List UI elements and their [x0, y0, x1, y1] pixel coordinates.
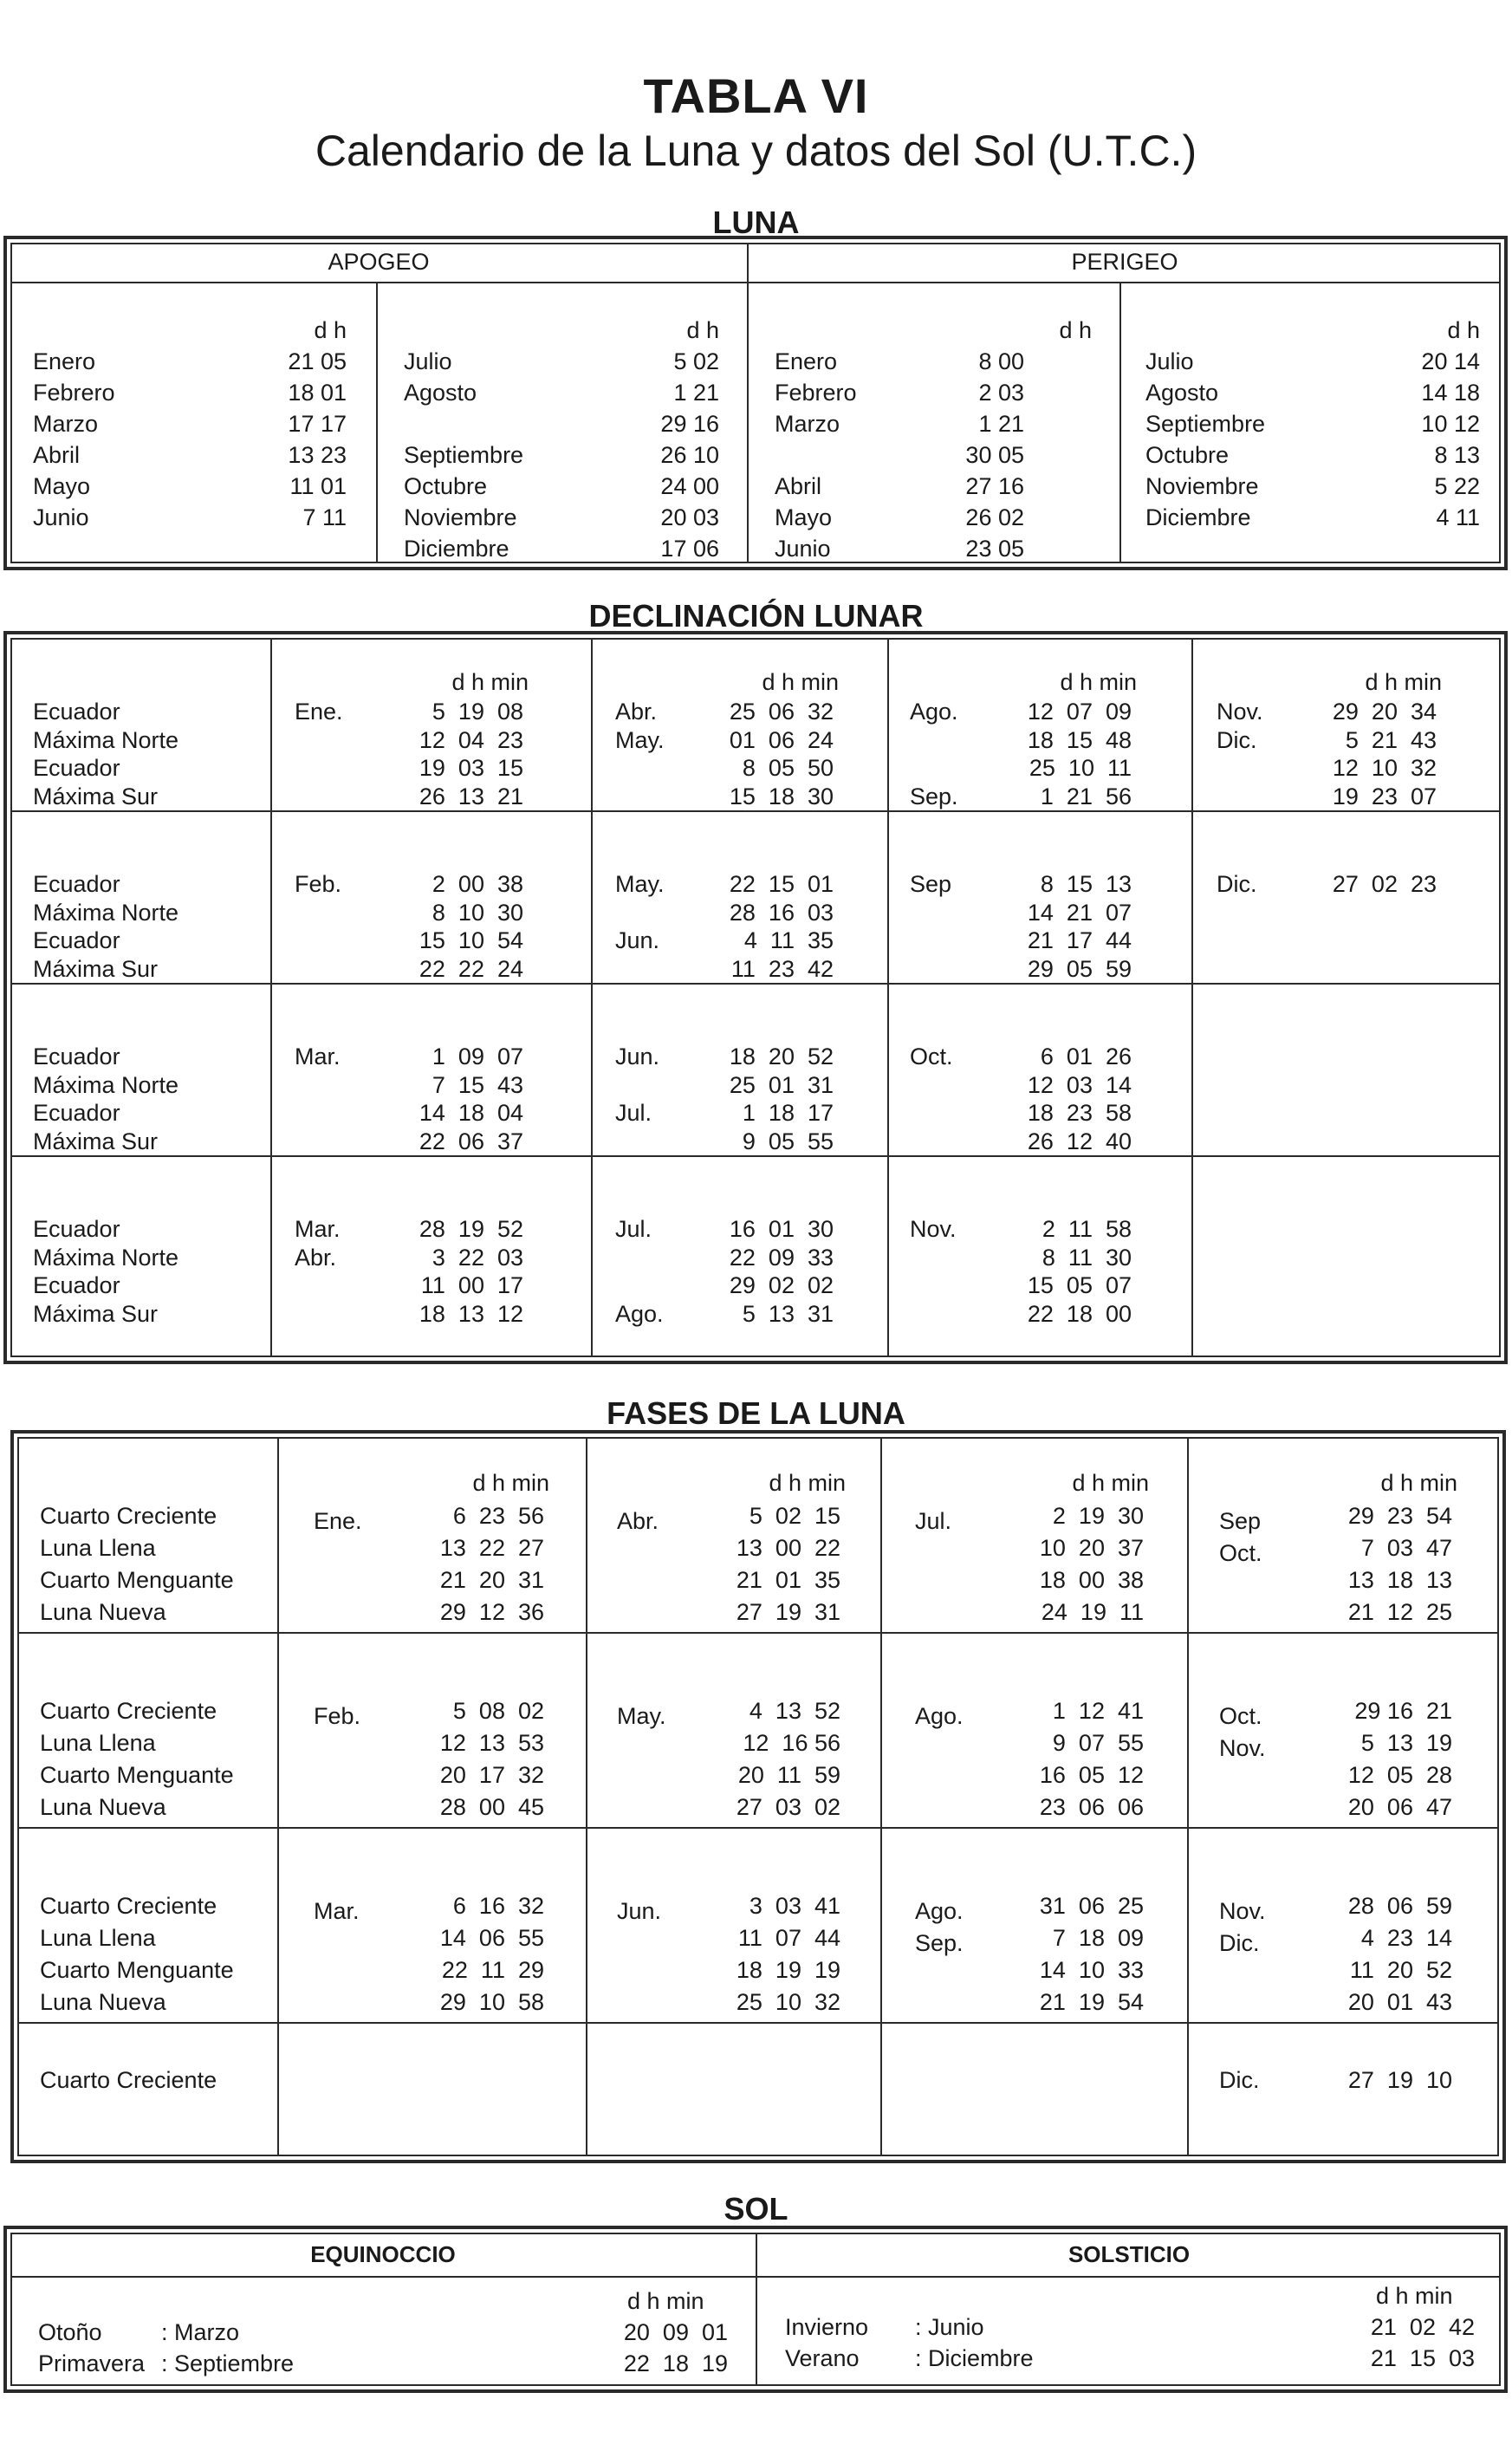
equinoccio-colhead: d h min: [627, 2288, 704, 2314]
grid-hline: [17, 1827, 1499, 1829]
solsticio-header: SOLSTICIO: [1067, 2241, 1191, 2267]
grid-hline: [10, 983, 1501, 985]
declinacion-value: 14 21 07: [1027, 899, 1132, 926]
declinacion-value: 4 11 35: [743, 927, 834, 953]
luna-colhead: d h: [1059, 317, 1092, 343]
grid-hline: [17, 1632, 1499, 1634]
fases-month: Dic.: [1219, 1930, 1260, 1956]
fases-month: Nov.: [1219, 1735, 1266, 1761]
declinacion-month: Jul.: [615, 1100, 652, 1126]
luna-value: 10 12: [1421, 411, 1480, 437]
luna-value: 18 01: [288, 380, 347, 406]
fases-row-label: Cuarto Creciente: [40, 1893, 217, 1919]
fases-row-label: Cuarto Menguante: [40, 1762, 234, 1788]
declinacion-value: 18 13 12: [419, 1300, 523, 1327]
fases-row-label: Cuarto Menguante: [40, 1567, 234, 1593]
declinacion-value: 21 17 44: [1027, 927, 1132, 953]
declinacion-value: 8 05 50: [742, 755, 834, 781]
declinacion-value: 25 06 32: [729, 699, 834, 725]
solsticio-name: Verano: [785, 2345, 860, 2371]
fases-value: 16 05 12: [1039, 1762, 1144, 1788]
fases-section-title: FASES DE LA LUNA: [607, 1395, 905, 1431]
fases-value: 11 07 44: [737, 1925, 840, 1951]
luna-month: Octubre: [1145, 442, 1230, 468]
luna-month: Mayo: [33, 473, 91, 499]
declinacion-value: 25 01 31: [729, 1071, 834, 1098]
fases-value: 12 05 28: [1347, 1762, 1452, 1788]
luna-month: Abril: [33, 442, 81, 468]
declinacion-value: 12 10 32: [1332, 755, 1437, 781]
luna-value: 1 21: [978, 411, 1024, 437]
declinacion-colhead: d h min: [451, 669, 529, 695]
grid-vline: [270, 638, 272, 1357]
declinacion-row-label: Máxima Sur: [33, 1300, 159, 1327]
fases-month: Ago.: [915, 1703, 964, 1729]
luna-month: Julio: [404, 348, 452, 374]
declinacion-value: 9 05 55: [742, 1128, 834, 1154]
luna-month: Diciembre: [404, 536, 509, 562]
fases-colhead: d h min: [1380, 1470, 1457, 1496]
declinacion-row-label: Ecuador: [33, 1216, 120, 1242]
declinacion-value: 26 13 21: [419, 783, 523, 809]
fases-value: 22 11 29: [441, 1957, 544, 1983]
fases-row-label: Luna Nueva: [40, 1794, 166, 1820]
fases-row-label: Luna Nueva: [40, 1989, 166, 2015]
fases-value: 31 06 25: [1039, 1893, 1144, 1919]
fases-value: 13 00 22: [736, 1535, 840, 1561]
equinoccio-header: EQUINOCCIO: [310, 2241, 456, 2267]
page-subtitle: Calendario de la Luna y datos del Sol (U.T.C.): [315, 127, 1197, 175]
fases-value: 20 01 43: [1347, 1989, 1452, 2015]
luna-month: Julio: [1145, 348, 1194, 374]
declinacion-month: Dic.: [1217, 871, 1257, 897]
fases-month: Sep.: [915, 1930, 964, 1956]
declinacion-value: 22 18 00: [1027, 1300, 1132, 1327]
declinacion-value: 18 15 48: [1027, 726, 1132, 753]
fases-value: 10 20 37: [1039, 1535, 1144, 1561]
declinacion-colhead: d h min: [1060, 669, 1137, 695]
declinacion-value: 5 13 31: [742, 1300, 834, 1327]
equinoccio-month: : Marzo: [161, 2319, 240, 2345]
fases-month: Nov.: [1219, 1898, 1266, 1924]
luna-month: Agosto: [404, 380, 477, 406]
declinacion-row-label: Máxima Norte: [33, 1244, 179, 1271]
luna-value: 4 11: [1436, 504, 1480, 530]
declinacion-row-label: Ecuador: [33, 699, 120, 725]
luna-table-inner: [10, 243, 1501, 563]
declinacion-month: Ene.: [295, 699, 343, 725]
declinacion-row-label: Máxima Norte: [33, 1071, 179, 1098]
luna-value: 26 02: [965, 504, 1024, 530]
declinacion-value: 15 05 07: [1027, 1272, 1132, 1298]
fases-value: 29 16 21: [1354, 1698, 1452, 1724]
declinacion-value: 8 15 13: [1040, 871, 1132, 897]
fases-value: 1 12 41: [1052, 1698, 1144, 1724]
fases-month: Ago.: [915, 1898, 964, 1924]
declinacion-value: 1 21 56: [1040, 783, 1132, 809]
solsticio-month: : Diciembre: [915, 2345, 1034, 2371]
luna-value: 14 18: [1421, 380, 1480, 406]
fases-month: Oct.: [1219, 1703, 1262, 1729]
luna-value: 23 05: [965, 536, 1024, 562]
declinacion-value: 18 20 52: [729, 1043, 834, 1069]
luna-value: 8 00: [978, 348, 1024, 374]
solsticio-month: : Junio: [915, 2314, 984, 2340]
declinacion-value: 14 18 04: [419, 1100, 523, 1126]
page-title: TABLA VI: [643, 68, 869, 123]
declinacion-row-label: Ecuador: [33, 1043, 120, 1069]
declinacion-value: 5 19 08: [432, 699, 523, 725]
declinacion-month: Sep.: [910, 783, 958, 809]
declinacion-row-label: Máxima Norte: [33, 726, 179, 753]
luna-value: 20 14: [1421, 348, 1480, 374]
declinacion-month: Abr.: [295, 1244, 337, 1271]
declinacion-month: Abr.: [615, 699, 658, 725]
luna-value: 2 03: [978, 380, 1024, 406]
luna-value: 5 02: [673, 348, 719, 374]
luna-value: 7 11: [302, 504, 347, 530]
declinacion-colhead: d h min: [1365, 669, 1442, 695]
declinacion-value: 12 07 09: [1027, 699, 1132, 725]
luna-month: Septiembre: [1145, 411, 1266, 437]
fases-value: 21 12 25: [1347, 1599, 1452, 1625]
declinacion-value: 25 10 11: [1029, 755, 1132, 781]
grid-vline: [591, 638, 593, 1357]
declinacion-value: 19 03 15: [419, 755, 523, 781]
luna-month: Marzo: [33, 411, 99, 437]
luna-month: Noviembre: [1145, 473, 1259, 499]
declinacion-value: 15 10 54: [419, 927, 523, 953]
declinacion-month: Feb.: [295, 871, 342, 897]
luna-month: Agosto: [1145, 380, 1219, 406]
declinacion-value: 01 06 24: [729, 726, 834, 753]
luna-month: Enero: [33, 348, 96, 374]
declinacion-month: Mar.: [295, 1043, 341, 1069]
luna-month: Diciembre: [1145, 504, 1251, 530]
declinacion-value: 18 23 58: [1027, 1100, 1132, 1126]
declinacion-value: 28 19 52: [419, 1216, 523, 1242]
fases-value: 2 19 30: [1052, 1503, 1144, 1529]
luna-value: 29 16: [660, 411, 719, 437]
declinacion-value: 15 18 30: [729, 783, 834, 809]
declinacion-value: 5 21 43: [1345, 726, 1437, 753]
declinacion-value: 22 15 01: [729, 871, 834, 897]
fases-value: 11 20 52: [1349, 1957, 1452, 1983]
grid-vline: [887, 638, 889, 1357]
declinacion-month: Jun.: [615, 1043, 660, 1069]
apogeo-header: APOGEO: [328, 249, 430, 275]
declinacion-value: 1 18 17: [742, 1100, 834, 1126]
luna-month: Junio: [33, 504, 89, 530]
luna-month: Marzo: [775, 411, 840, 437]
grid-hline: [10, 1155, 1501, 1157]
fases-value: 12 16 56: [743, 1730, 840, 1756]
fases-value: 5 08 02: [452, 1698, 544, 1724]
solsticio-value: 21 02 42: [1370, 2314, 1475, 2340]
declinacion-value: 3 22 03: [432, 1244, 523, 1271]
fases-colhead: d h min: [1072, 1470, 1149, 1496]
grid-vline: [586, 1437, 587, 2156]
declinacion-row-label: Máxima Sur: [33, 955, 159, 982]
solsticio-value: 21 15 03: [1370, 2345, 1475, 2371]
declinacion-row-label: Máxima Norte: [33, 899, 179, 926]
declinacion-value: 29 02 02: [729, 1272, 834, 1298]
fases-row-label: Cuarto Creciente: [40, 1503, 217, 1529]
fases-month: May.: [617, 1703, 666, 1729]
fases-value: 7 18 09: [1052, 1925, 1144, 1951]
luna-colhead: d h: [314, 317, 347, 343]
luna-month: Noviembre: [404, 504, 517, 530]
luna-colhead: d h: [1447, 317, 1480, 343]
declinacion-month: Oct.: [910, 1043, 953, 1069]
fases-value: 14 10 33: [1039, 1957, 1144, 1983]
declinacion-value: 12 03 14: [1027, 1071, 1132, 1098]
fases-value: 24 19 11: [1041, 1599, 1144, 1625]
fases-month: Feb.: [314, 1703, 361, 1729]
declinacion-month: Sep: [910, 871, 952, 897]
luna-value: 30 05: [965, 442, 1024, 468]
luna-value: 24 00: [660, 473, 719, 499]
luna-value: 26 10: [660, 442, 719, 468]
declinacion-value: 26 12 40: [1027, 1128, 1132, 1154]
fases-value: 6 16 32: [452, 1893, 544, 1919]
fases-last-label: Cuarto Creciente: [40, 2067, 217, 2093]
declinacion-month: May.: [615, 871, 665, 897]
luna-month: Junio: [775, 536, 831, 562]
declinacion-value: 22 22 24: [419, 955, 523, 982]
declinacion-value: 2 00 38: [432, 871, 523, 897]
fases-value: 13 22 27: [439, 1535, 544, 1561]
fases-value: 4 23 14: [1360, 1925, 1452, 1951]
fases-value: 12 13 53: [439, 1730, 544, 1756]
luna-month: Febrero: [775, 380, 857, 406]
fases-colhead: d h min: [769, 1470, 846, 1496]
luna-value: 27 16: [965, 473, 1024, 499]
solsticio-colhead: d h min: [1376, 2283, 1453, 2309]
fases-colhead: d h min: [472, 1470, 549, 1496]
sol-section-title: SOL: [724, 2191, 788, 2227]
declinacion-value: 22 09 33: [729, 1244, 834, 1271]
fases-row-label: Luna Llena: [40, 1730, 156, 1756]
grid-vline: [1191, 638, 1193, 1357]
declinacion-value: 12 04 23: [419, 726, 523, 753]
equinoccio-name: Otoño: [38, 2319, 102, 2345]
declinacion-month: Ago.: [910, 699, 958, 725]
fases-value: 20 11 59: [737, 1762, 840, 1788]
declinacion-row-label: Ecuador: [33, 871, 120, 897]
luna-month: Febrero: [33, 380, 115, 406]
fases-value: 25 10 32: [736, 1989, 840, 2015]
fases-value: 4 13 52: [749, 1698, 840, 1724]
declinacion-section-title: DECLINACIÓN LUNAR: [588, 598, 924, 634]
declinacion-month: Jul.: [615, 1216, 652, 1242]
fases-month: Ene.: [314, 1508, 362, 1534]
declinacion-value: 29 20 34: [1332, 699, 1437, 725]
declinacion-value: 22 06 37: [419, 1128, 523, 1154]
equinoccio-month: : Septiembre: [161, 2350, 295, 2376]
luna-value: 17 06: [660, 536, 719, 562]
declinacion-value: 8 11 30: [1042, 1244, 1132, 1271]
declinacion-month: Dic.: [1217, 726, 1257, 753]
grid-vline: [880, 1437, 882, 2156]
grid-vline: [1187, 1437, 1189, 2156]
luna-month: Enero: [775, 348, 838, 374]
declinacion-value: 6 01 26: [1040, 1043, 1132, 1069]
fases-month: Mar.: [314, 1898, 360, 1924]
grid-hline: [17, 2022, 1499, 2024]
fases-value: 21 20 31: [439, 1567, 544, 1593]
fases-month: Jul.: [915, 1508, 952, 1534]
declinacion-month: Jun.: [615, 927, 660, 953]
declinacion-value: 1 09 07: [432, 1043, 523, 1069]
luna-value: 11 01: [289, 473, 347, 499]
fases-last-month: Dic.: [1219, 2067, 1260, 2093]
fases-value: 5 13 19: [1360, 1730, 1452, 1756]
luna-colhead: d h: [686, 317, 719, 343]
declinacion-value: 16 01 30: [729, 1216, 834, 1242]
fases-value: 6 23 56: [452, 1503, 544, 1529]
luna-value: 13 23: [288, 442, 347, 468]
fases-value: 9 07 55: [1052, 1730, 1144, 1756]
declinacion-value: 8 10 30: [432, 899, 523, 926]
fases-value: 21 19 54: [1039, 1989, 1144, 2015]
fases-value: 28 06 59: [1347, 1893, 1452, 1919]
fases-value: 27 03 02: [736, 1794, 840, 1820]
luna-value: 21 05: [288, 348, 347, 374]
declinacion-row-label: Máxima Sur: [33, 1128, 159, 1154]
luna-value: 17 17: [288, 411, 347, 437]
equinoccio-value: 22 18 19: [623, 2350, 728, 2376]
solsticio-name: Invierno: [785, 2314, 869, 2340]
declinacion-value: 11 00 17: [420, 1272, 523, 1298]
declinacion-month: May.: [615, 726, 665, 753]
fases-value: 28 00 45: [439, 1794, 544, 1820]
fases-row-label: Luna Llena: [40, 1925, 156, 1951]
fases-row-label: Cuarto Creciente: [40, 1698, 217, 1724]
fases-value: 13 18 13: [1347, 1567, 1452, 1593]
equinoccio-name: Primavera: [38, 2350, 146, 2376]
fases-value: 5 02 15: [749, 1503, 840, 1529]
luna-value: 1 21: [673, 380, 719, 406]
luna-value: 8 13: [1434, 442, 1480, 468]
declinacion-row-label: Ecuador: [33, 927, 120, 953]
luna-month: Abril: [775, 473, 822, 499]
perigeo-header: PERIGEO: [1071, 249, 1178, 275]
declinacion-month: Nov.: [910, 1216, 957, 1242]
declinacion-value: 11 23 42: [730, 955, 834, 982]
luna-value: 5 22: [1434, 473, 1480, 499]
declinacion-row-label: Ecuador: [33, 755, 120, 781]
fases-value: 3 03 41: [749, 1893, 840, 1919]
declinacion-colhead: d h min: [762, 669, 839, 695]
fases-value: 29 12 36: [439, 1599, 544, 1625]
declinacion-value: 19 23 07: [1332, 783, 1437, 809]
fases-value: 20 17 32: [439, 1762, 544, 1788]
fases-row-label: Luna Llena: [40, 1535, 156, 1561]
luna-month: Octubre: [404, 473, 488, 499]
fases-value: 14 06 55: [439, 1925, 544, 1951]
declinacion-value: 28 16 03: [729, 899, 834, 926]
declinacion-row-label: Máxima Sur: [33, 783, 159, 809]
fases-value: 29 10 58: [439, 1989, 544, 2015]
declinacion-value: 29 05 59: [1027, 955, 1132, 982]
fases-value: 18 00 38: [1039, 1567, 1144, 1593]
fases-month: Abr.: [617, 1508, 659, 1534]
fases-value: 7 03 47: [1360, 1535, 1452, 1561]
declinacion-month: Mar.: [295, 1216, 341, 1242]
fases-row-label: Cuarto Menguante: [40, 1957, 234, 1983]
fases-value: 21 01 35: [736, 1567, 840, 1593]
fases-row-label: Luna Nueva: [40, 1599, 166, 1625]
fases-value: 23 06 06: [1039, 1794, 1144, 1820]
fases-value: 29 23 54: [1347, 1503, 1452, 1529]
declinacion-month: Ago.: [615, 1300, 664, 1327]
declinacion-value: 2 11 58: [1042, 1216, 1132, 1242]
fases-month: Jun.: [617, 1898, 662, 1924]
fases-value: 18 19 19: [736, 1957, 840, 1983]
declinacion-row-label: Ecuador: [33, 1272, 120, 1298]
declinacion-row-label: Ecuador: [33, 1100, 120, 1126]
fases-month: Oct.: [1219, 1540, 1262, 1566]
declinacion-month: Nov.: [1217, 699, 1263, 725]
luna-value: 20 03: [660, 504, 719, 530]
equinoccio-value: 20 09 01: [623, 2319, 728, 2345]
fases-value: 20 06 47: [1347, 1794, 1452, 1820]
fases-value: 27 19 31: [736, 1599, 840, 1625]
luna-section-title: LUNA: [712, 205, 800, 240]
luna-month: Mayo: [775, 504, 833, 530]
grid-vline: [277, 1437, 279, 2156]
grid-hline: [10, 810, 1501, 812]
fases-month: Sep: [1219, 1508, 1262, 1534]
fases-last-value: 27 19 10: [1347, 2067, 1452, 2093]
declinacion-value: 7 15 43: [432, 1071, 523, 1098]
luna-month: Septiembre: [404, 442, 524, 468]
declinacion-value: 27 02 23: [1332, 871, 1437, 897]
